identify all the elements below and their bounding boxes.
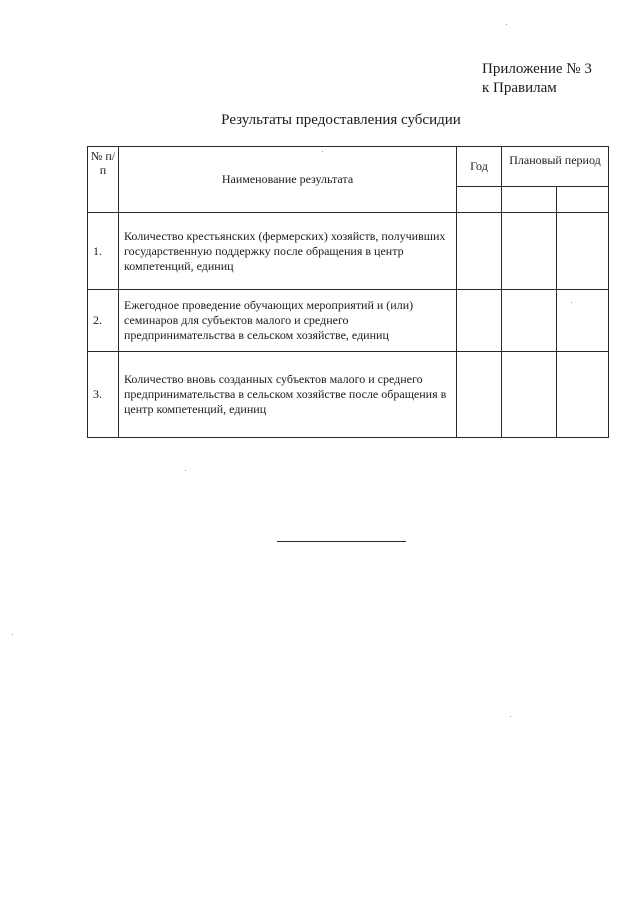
row-planned-2-cell xyxy=(557,213,609,290)
table-row xyxy=(88,213,609,290)
row-result-name: Количество вновь созданных субъектов малого и среднего предпринимательства в сельском хозяйстве после обращения в центр компетенций, единиц xyxy=(119,352,457,438)
row-number: 2. xyxy=(88,290,119,352)
scan-speck xyxy=(571,302,572,303)
table-header-row xyxy=(88,147,609,187)
scan-speck xyxy=(185,470,186,471)
appendix-reference xyxy=(482,60,592,98)
header-result-name: Наименование результата xyxy=(119,147,457,213)
appendix-number: Приложение № 3 xyxy=(482,61,592,77)
header-number: № п/п xyxy=(88,147,119,213)
row-planned-1-cell xyxy=(502,213,557,290)
table-row xyxy=(88,290,609,352)
row-planned-2-cell xyxy=(557,290,609,352)
row-year-cell xyxy=(457,352,502,438)
signature-divider-line xyxy=(277,541,406,542)
row-result-name: Количество крестьянских (фермерских) хозяйств, получивших государственную поддержку после обращения в центр компетенций, единиц xyxy=(119,213,457,290)
document-title: Результаты предоставления субсидии xyxy=(221,112,461,128)
results-table xyxy=(87,146,609,438)
scan-speck xyxy=(12,634,13,635)
subheader-planned-1-cell xyxy=(502,187,557,213)
row-year-cell xyxy=(457,213,502,290)
row-year-cell xyxy=(457,290,502,352)
subheader-planned-2-cell xyxy=(557,187,609,213)
appendix-rules-ref: к Правилам xyxy=(482,80,557,96)
row-planned-2-cell xyxy=(557,352,609,438)
scan-speck xyxy=(506,24,507,25)
subheader-year-cell xyxy=(457,187,502,213)
header-year: Год xyxy=(457,147,502,187)
header-planned-period: Плановый период xyxy=(502,147,609,187)
scan-speck xyxy=(510,716,511,717)
row-number: 3. xyxy=(88,352,119,438)
row-result-name: Ежегодное проведение обучающих мероприятий и (или) семинаров для субъектов малого и среднего предпринимательства в сельском хозяйстве, единиц xyxy=(119,290,457,352)
row-planned-1-cell xyxy=(502,290,557,352)
scan-speck xyxy=(322,151,323,152)
row-number: 1. xyxy=(88,213,119,290)
row-planned-1-cell xyxy=(502,352,557,438)
table-row xyxy=(88,352,609,438)
